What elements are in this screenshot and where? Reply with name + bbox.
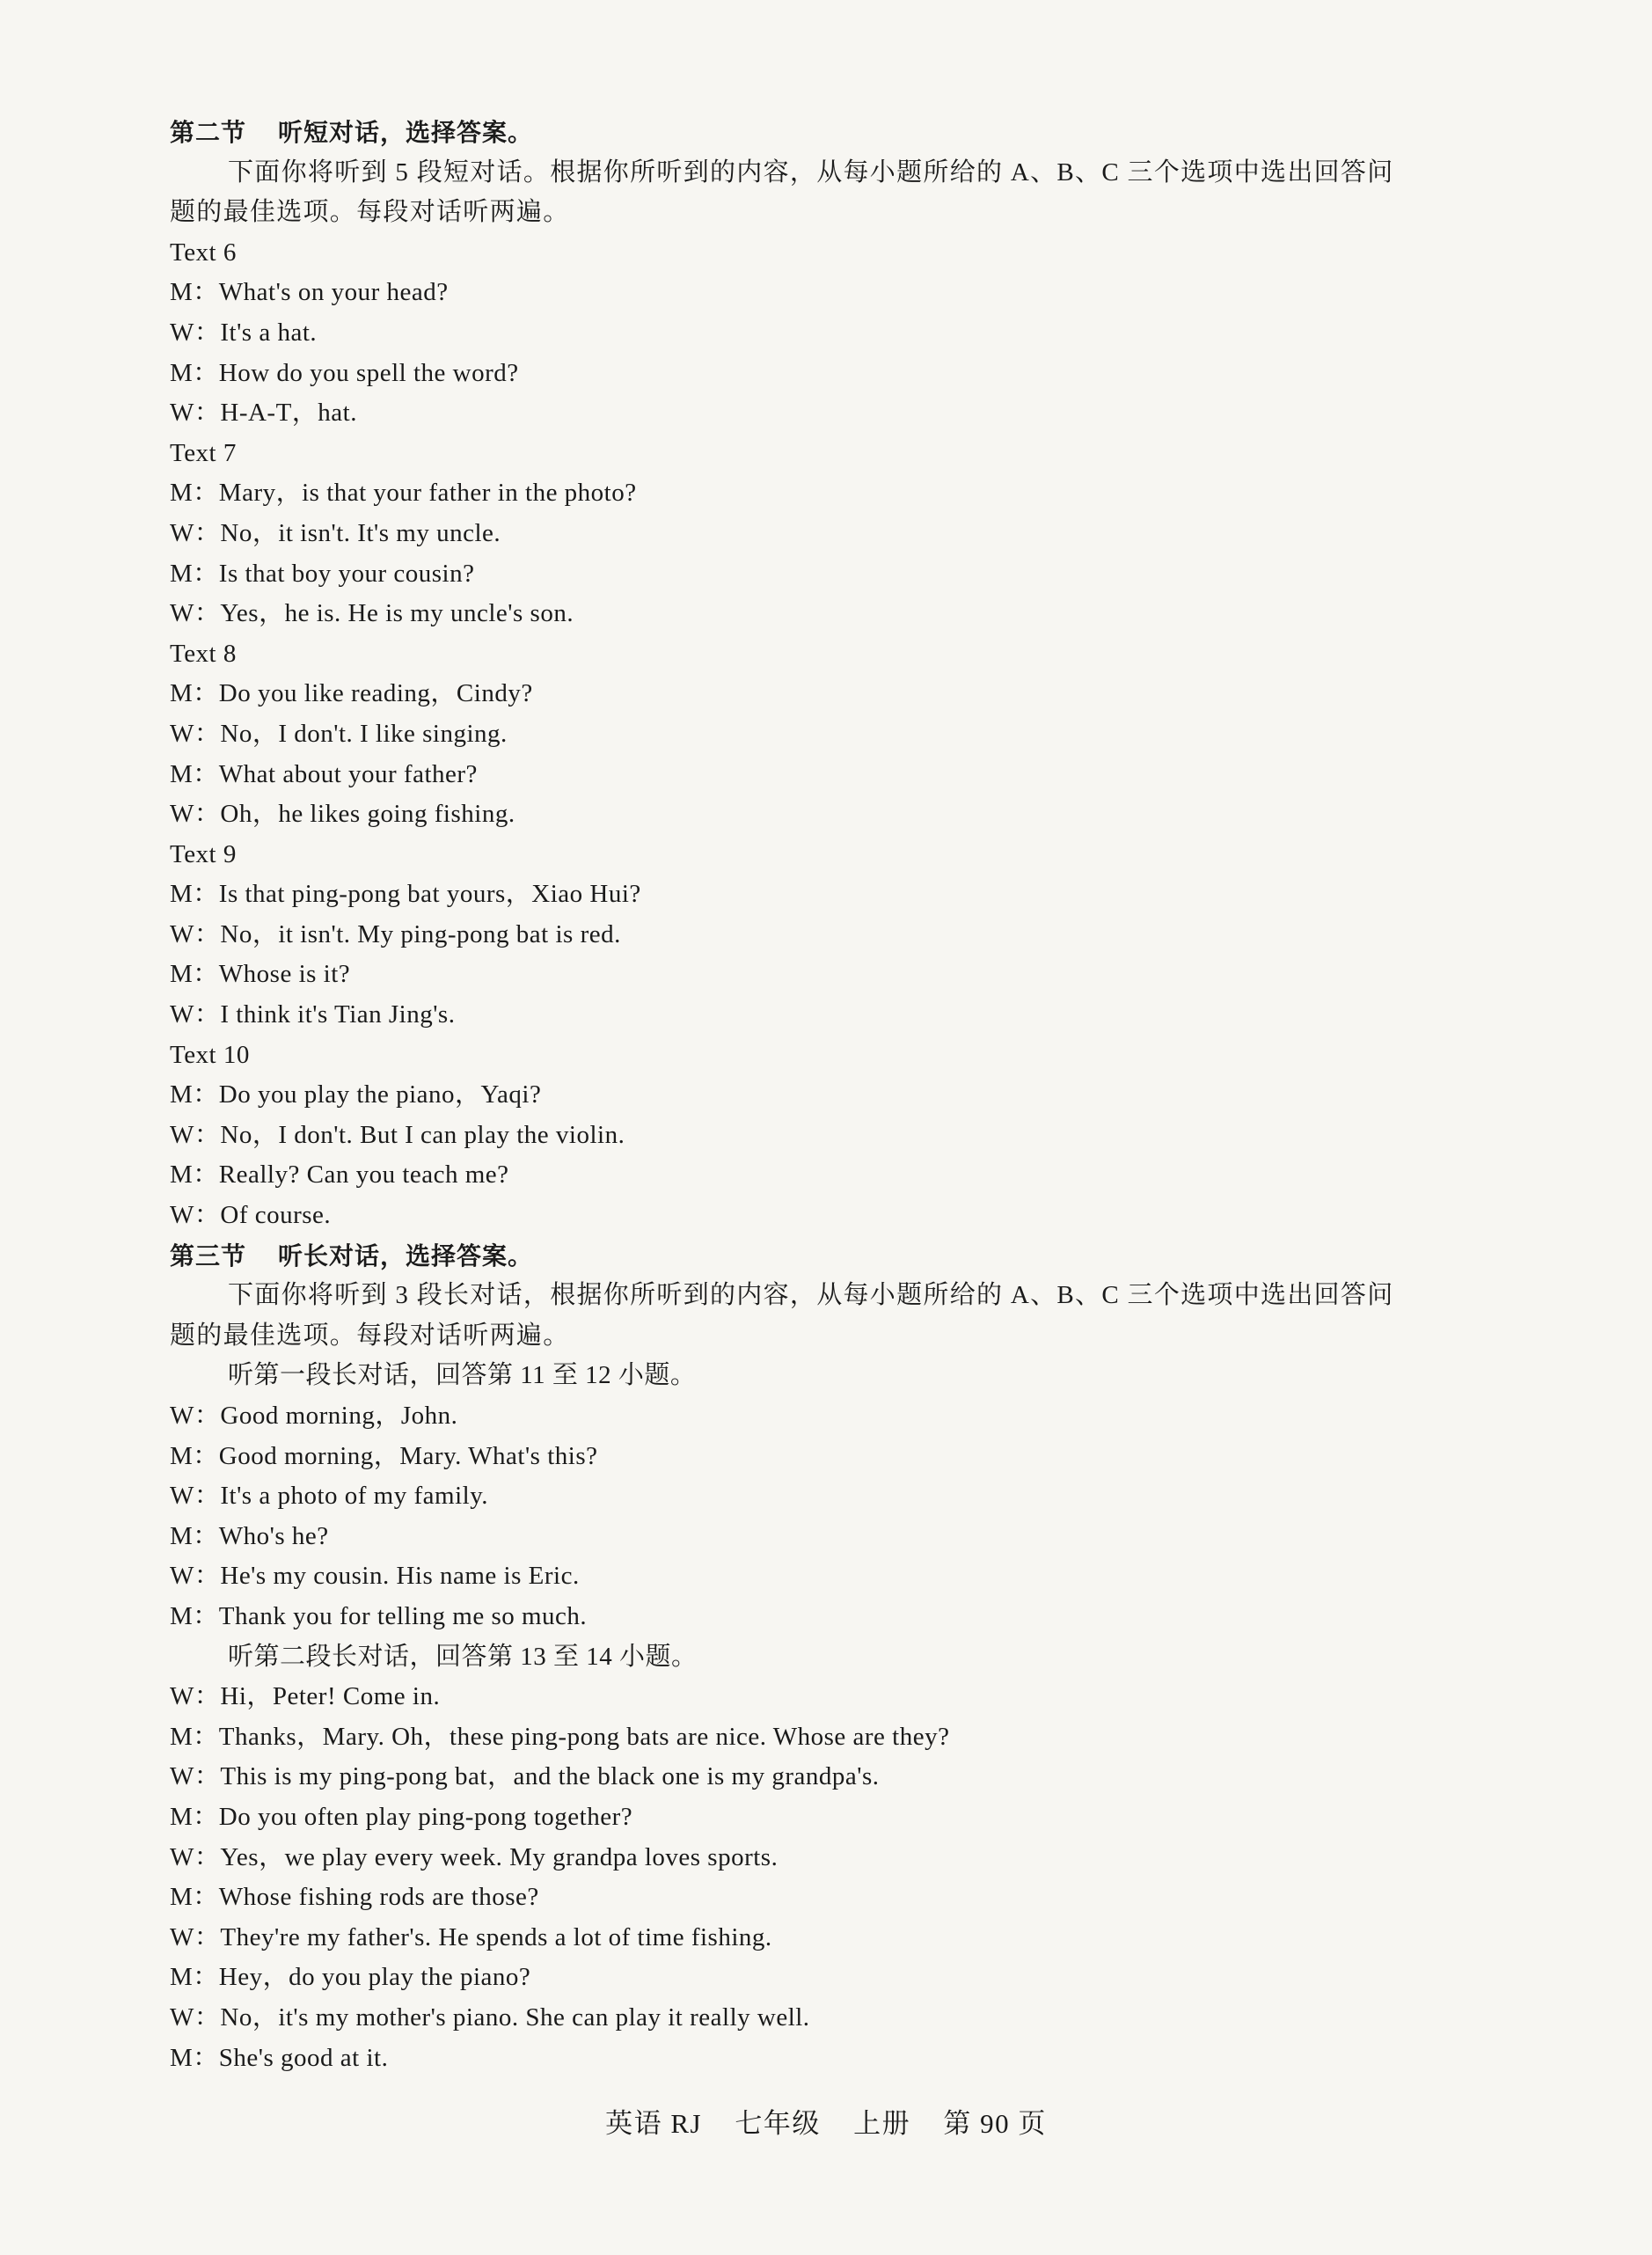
section-2-heading	[170, 113, 1507, 153]
dialogue-line: M：Hey，do you play the piano?	[170, 1963, 531, 1992]
dialogue-line: Text 8	[170, 639, 237, 668]
section-2-title: 听短对话，选择答案。	[278, 118, 534, 147]
dialogue-line: M：Do you play the piano，Yaqi?	[170, 1080, 542, 1109]
dialogue-line: M：What about your father?	[170, 759, 478, 788]
dialogue-line: W：He's my cousin. His name is Eric.	[170, 1562, 580, 1591]
dialogue-line: W：This is my ping-pong bat，and the black one is my grandpa's.	[170, 1762, 880, 1791]
dialogue-line: W：They're my father's. He spends a lot of time fishing.	[170, 1922, 772, 1951]
dialogue-line: W：Oh，he likes going fishing.	[170, 800, 515, 829]
dialogue-line: M：Thank you for telling me so much.	[170, 1601, 588, 1630]
dialogue-line: M：Is that boy your cousin?	[170, 559, 475, 588]
section-3-heading	[170, 1236, 1507, 1277]
footer-grade: 七年级	[735, 2108, 821, 2139]
dialogue-line: W：No，I don't. I like singing.	[170, 719, 508, 748]
section-2-instruction-line-1: 下面你将听到 5 段短对话。根据你所听到的内容，从每小题所给的 A、B、C 三个选项中选出回答问	[228, 157, 1394, 187]
dialogue-line: W：Hi，Peter! Come in.	[170, 1682, 441, 1711]
section-3-instruction-line-1: 下面你将听到 3 段长对话，根据你所听到的内容，从每小题所给的 A、B、C 三个选项中选出回答问	[228, 1281, 1394, 1310]
dialogue-line: M：Really? Can you teach me?	[170, 1160, 509, 1190]
dialogue-line: M：Whose fishing rods are those?	[170, 1883, 539, 1912]
dialogue-line: M：Mary，is that your father in the photo?	[170, 479, 637, 508]
dialogue-line: M：Good morning，Mary. What's this?	[170, 1441, 598, 1470]
dialogue-line: M：Is that ping-pong bat yours，Xiao Hui?	[170, 880, 641, 909]
section-3-number: 第三节	[170, 1241, 247, 1270]
dialogue-line: W：It's a hat.	[170, 318, 318, 347]
dialogue-line: Text 6	[170, 238, 237, 267]
dialogue-line: M：Whose is it?	[170, 960, 351, 989]
dialogue-line: M：What's on your head?	[170, 278, 449, 307]
dialogue-line: M：Do you like reading，Cindy?	[170, 679, 533, 708]
dialogue-line: W：No，it isn't. It's my uncle.	[170, 518, 501, 547]
dialogue-line: W：Good morning，John.	[170, 1402, 458, 1430]
long-dialogue-1-intro: 听第一段长对话，回答第 11 至 12 小题。	[228, 1361, 697, 1390]
section-2-number: 第二节	[170, 118, 247, 147]
dialogue-line: Text 10	[170, 1040, 250, 1069]
footer-volume: 上册	[853, 2108, 911, 2139]
page-footer	[0, 2101, 1652, 2141]
section-3-instruction-line-2: 题的最佳选项。每段对话听两遍。	[170, 1321, 570, 1350]
dialogue-line: W：H-A-T，hat.	[170, 399, 357, 428]
section-3-title: 听长对话，选择答案。	[278, 1241, 534, 1270]
section-2-instruction-line-2: 题的最佳选项。每段对话听两遍。	[170, 198, 570, 227]
footer-subject: 英语 RJ	[605, 2108, 703, 2139]
dialogue-line: W：No，it's my mother's piano. She can play it really well.	[170, 2002, 810, 2032]
dialogue-line: M：How do you spell the word?	[170, 358, 519, 387]
dialogue-line: W：No，I don't. But I can play the violin.	[170, 1120, 625, 1149]
dialogue-line: W：Yes，he is. He is my uncle's son.	[170, 599, 574, 628]
dialogue-line: W：It's a photo of my family.	[170, 1482, 489, 1511]
footer-page-number: 第 90 页	[943, 2108, 1047, 2139]
dialogue-line: M：Who's he?	[170, 1521, 329, 1550]
dialogue-line: M：Do you often play ping-pong together?	[170, 1802, 633, 1831]
dialogue-line: M：Thanks，Mary. Oh，these ping-pong bats are nice. Whose are they?	[170, 1722, 950, 1751]
dialogue-line: Text 9	[170, 839, 237, 868]
long-dialogue-2-intro: 听第二段长对话，回答第 13 至 14 小题。	[228, 1642, 698, 1671]
long-dialogue-1	[170, 1356, 1507, 1636]
dialogue-line: M：She's good at it.	[170, 2043, 389, 2072]
dialogue-line: W：Yes，we play every week. My grandpa loves sports.	[170, 1842, 778, 1871]
dialogue-line: Text 7	[170, 438, 237, 467]
long-dialogue-2	[170, 1637, 1507, 2079]
dialogue-line: W：Of course.	[170, 1201, 332, 1230]
dialogue-line: W：No，it isn't. My ping-pong bat is red.	[170, 919, 621, 948]
document-page	[170, 113, 1507, 2078]
dialogue-line: W：I think it's Tian Jing's.	[170, 1000, 456, 1029]
short-dialogues	[170, 233, 1507, 1236]
